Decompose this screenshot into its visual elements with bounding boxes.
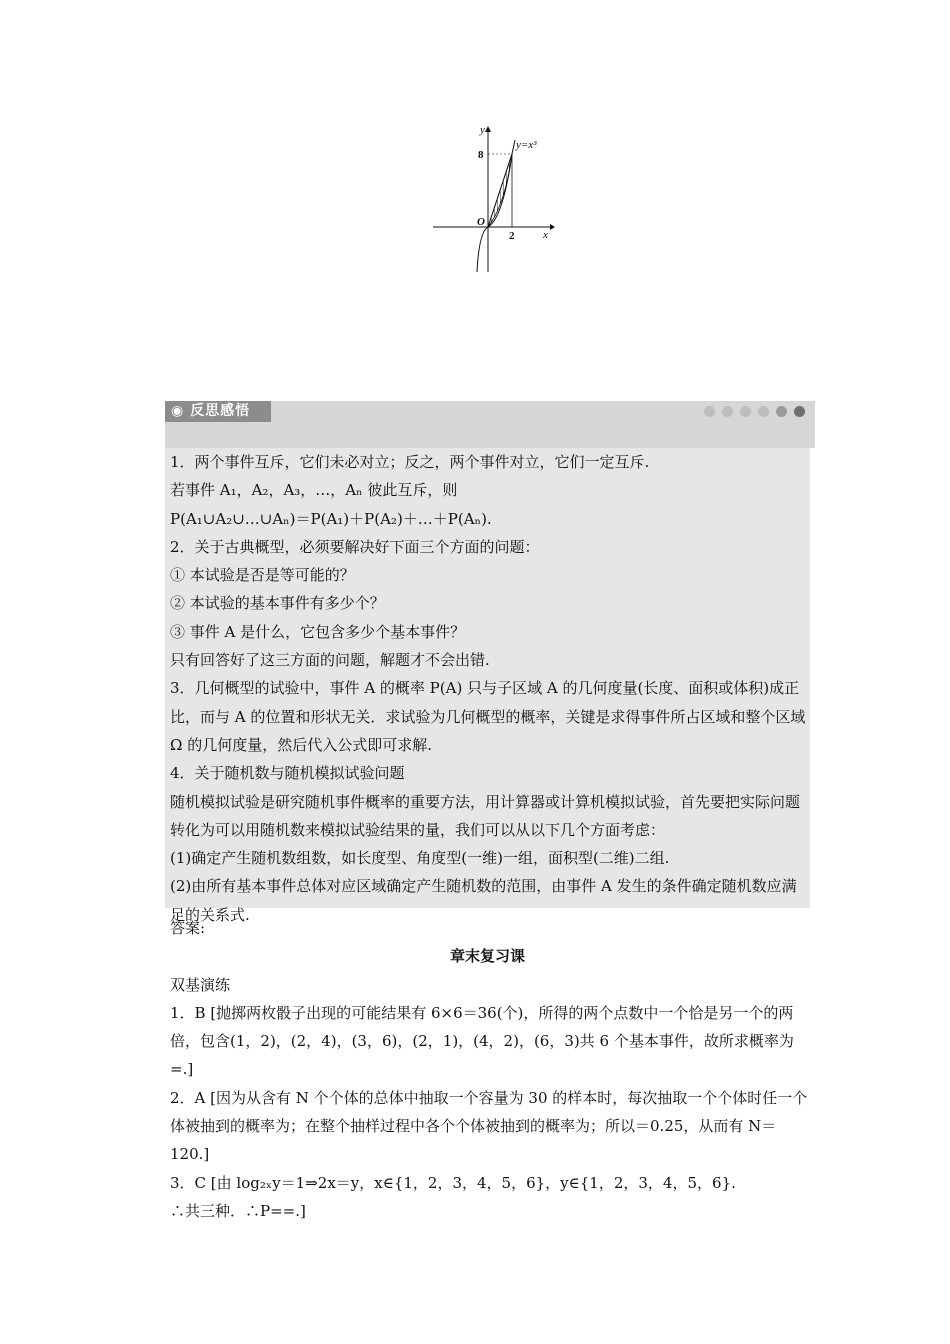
x-arrow-icon: [550, 224, 555, 230]
dot-icon: [776, 406, 787, 417]
reflection-line: ③ 事件 A 是什么，它包含多少个基本事件？: [170, 622, 466, 641]
reflection-paragraph: 随机模拟试验是研究随机事件概率的重要方法，用计算器或计算机模拟试验，首先要把实际问题转化为可以用随机数来模拟试验结果的量，我们可以从以下几个方面考虑：: [170, 792, 801, 839]
y-arrow-icon: [485, 126, 491, 132]
origin-label: O: [477, 216, 485, 228]
section-heading: 双基演练: [170, 975, 231, 994]
cubic-curve-figure: [425, 120, 565, 280]
reflection-paragraph: 3．几何概型的试验中，事件 A 的概率 P(A) 只与子区域 A 的几何度量(长度、面积或体积)成正比，而与 A 的位置和形状无关．求试验为几何概型的概率，关键是求得事件所占区域和整个区域 Ω 的几何度量，然后代入公式即可求解.: [170, 679, 806, 754]
answer-item: 3．C [由 log₂ₓy＝1⇒2x＝y，x∈{1，2，3，4，5，6}，y∈{1，2，3，4，5，6}.: [170, 1173, 736, 1192]
reflection-line: 4．关于随机数与随机模拟试验问题: [170, 764, 405, 783]
section-banner: [165, 401, 815, 448]
reflection-box: [165, 448, 810, 924]
y-tick-8: 8: [478, 149, 484, 161]
y-axis-label: y: [480, 124, 485, 136]
answer-item: 1．B [抛掷两枚骰子出现的可能结果有 6×6＝36(个)，所得的两个点数中一个恰是另一个的两倍，包含(1，2)，(2，4)，(3，6)，(2，1)，(4，2)，(6，3)共 6 个基本事件，故所求概率为=.]: [170, 1003, 794, 1079]
dot-icon: [704, 406, 715, 417]
x-axis-label: x: [543, 229, 548, 241]
answers-label: 答案:: [170, 919, 206, 937]
reflection-line: 1．两个事件互斥，它们未必对立；反之，两个事件对立，它们一定互斥.: [170, 453, 650, 471]
reflection-line: ① 本试验是否是等可能的？: [170, 566, 355, 585]
answer-item: 2．A [因为从含有 N 个个体的总体中抽取一个容量为 30 的样本时，每次抽取一个个体时任一个体被抽到的概率为；在整个抽样过程中各个个体被抽到的概率为；所以＝0.25，从而有 N＝120.]: [170, 1088, 808, 1164]
curve-label: y=x³: [516, 139, 537, 151]
reflection-line: P(A₁∪A₂∪…∪Aₙ)＝P(A₁)＋P(A₂)＋…＋P(Aₙ).: [170, 509, 492, 528]
reflection-line: 只有回答好了这三方面的问题，解题才不会出错.: [170, 651, 490, 670]
reflection-line: ② 本试验的基本事件有多少个？: [170, 594, 385, 613]
banner-title: ◉ 反思感悟: [165, 401, 271, 422]
chapter-title: 章末复习课: [449, 947, 525, 966]
dot-icon: [794, 406, 805, 417]
x-tick-2: 2: [509, 230, 515, 242]
chord-line: [488, 154, 512, 227]
dot-icon: [758, 406, 769, 417]
reflection-line: 2．关于古典概型，必须要解决好下面三个方面的问题：: [170, 537, 540, 556]
answer-item: ∴共三种．∴P==.]: [170, 1201, 306, 1220]
dot-icon: [722, 406, 733, 417]
reflection-paragraph: (2)由所有基本事件总体对应区域确定产生随机数的范围，由事件 A 发生的条件确定随机数应满足的关系式.: [170, 877, 797, 924]
banner-dots: [704, 406, 805, 417]
reflection-line: (1)确定产生随机数组数，如长度型、角度型(一维)一组，面积型(二维)二组.: [170, 849, 670, 868]
dot-icon: [740, 406, 751, 417]
figure-svg: [425, 120, 565, 280]
answers-section: [165, 914, 810, 1225]
reflection-line: 若事件 A₁，A₂，A₃，…，Aₙ 彼此互斥，则: [170, 481, 458, 500]
